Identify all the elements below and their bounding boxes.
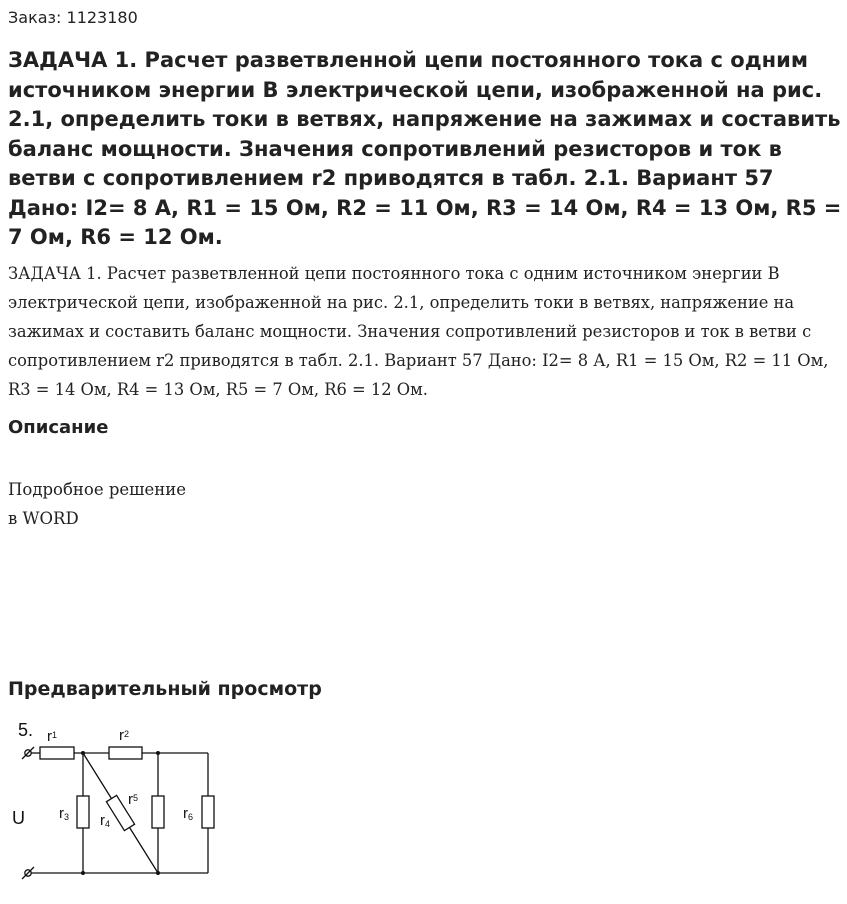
node-bottom-right bbox=[156, 871, 160, 875]
voltage-label: U bbox=[12, 808, 25, 828]
resistor-r2 bbox=[109, 747, 142, 759]
description-heading: Описание bbox=[8, 417, 109, 438]
resistor-r1 bbox=[40, 747, 74, 759]
label-r2: $r^2$ bbox=[119, 727, 130, 744]
node-bottom-left bbox=[81, 871, 85, 875]
resistor-r5 bbox=[152, 796, 164, 828]
page-title: ЗАДАЧА 1. Расчет разветвленной цепи постоянного тока с одним источником энергии В электрической цепи, изображенной на рис. 2.1, определить токи в ветвях, напряжение на зажимах и составить баланс мощности. Значения сопротивлений резисторов и ток в ветви с сопротивлением r2 приводятся в табл. 2.1. Вариант 57 Дано: I2= 8 А, R1 = 15 Ом, R2 = 11 Ом, R3 = 14 Ом, R4 = 13 Ом, R5 = 7 Ом, R6 = 12 Ом. bbox=[8, 48, 842, 249]
description-line-1: Подробное решение bbox=[8, 480, 187, 499]
node-top-right bbox=[156, 751, 160, 755]
label-r5: $r^5$ bbox=[128, 791, 139, 808]
label-r3: r3 bbox=[59, 805, 70, 822]
resistor-r3 bbox=[77, 796, 89, 828]
circuit-preview bbox=[0, 712, 240, 892]
label-r4: r4 bbox=[100, 812, 111, 829]
task-description: ЗАДАЧА 1. Расчет разветвленной цепи постоянного тока с одним источником энергии В электрической цепи, изображенной на рис. 2.1, определить токи в ветвях, напряжение на зажимах и составить баланс мощности. Значения сопротивлений резисторов и ток в ветви с сопротивлением r2 приводятся в табл. 2.1. Вариант 57 Дано: I2= 8 А, R1 = 15 Ом, R2 = 11 Ом, R3 = 14 Ом, R4 = 13 Ом, R5 = 7 Ом, R6 = 12 Ом. bbox=[8, 264, 829, 399]
label-r6: r6 bbox=[183, 805, 194, 822]
resistor-r6 bbox=[202, 796, 214, 828]
description-line-2: в WORD bbox=[8, 509, 79, 528]
circuit-diagram bbox=[0, 712, 240, 892]
order-number: Заказ: 1123180 bbox=[8, 8, 138, 27]
node-top-left bbox=[81, 751, 85, 755]
preview-heading: Предварительный просмотр bbox=[8, 678, 322, 700]
label-r1: $r^1$ bbox=[47, 728, 58, 745]
figure-number: 5. bbox=[18, 720, 34, 740]
